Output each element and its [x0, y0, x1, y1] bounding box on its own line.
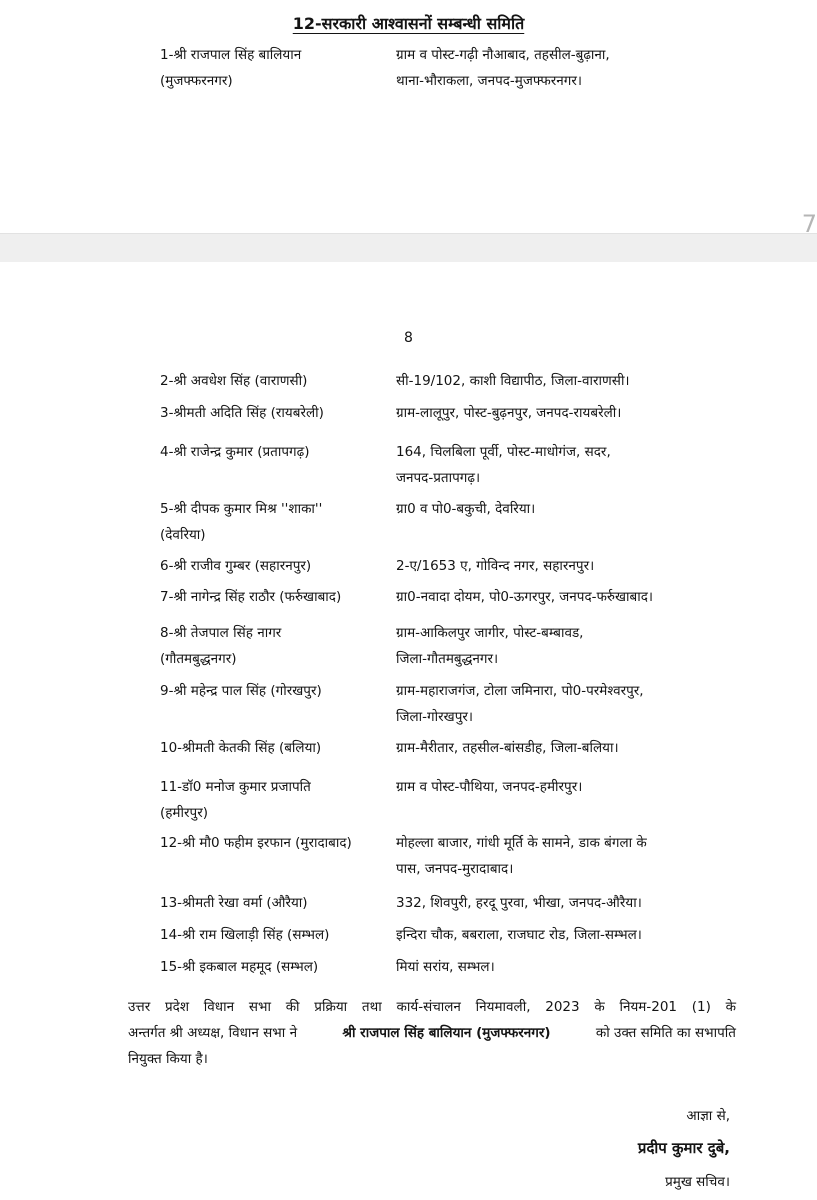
member-address: मियां सरांय, सम्भल।	[396, 959, 495, 975]
paragraph-line-1: उत्तर प्रदेश विधान सभा की प्रक्रिया तथा कार्य-संचालन नियमावली, 2023 के नियम-201 (1) के	[128, 999, 736, 1015]
member-address: इन्दिरा चौक, बबराला, राजघाट रोड, जिला-सम्भल।	[396, 927, 642, 943]
member-name: 11-डॉ0 मनोज कुमार प्रजापति (हमीरपुर)	[160, 779, 311, 821]
member-address: ग्राम व पोस्ट-गढ़ी नौआबाद, तहसील-बुढ़ाना, थाना-भौराकला, जनपद-मुजफ्फरनगर।	[396, 47, 610, 89]
member-name: 5-श्री दीपक कुमार मिश्र ''शाका'' (देवरिया)	[160, 501, 323, 543]
member-address: 164, चिलबिला पूर्वी, पोस्ट-माधोगंज, सदर, जनपद-प्रतापगढ़।	[396, 444, 611, 486]
member-name: 13-श्रीमती रेखा वर्मा (औरैया)	[160, 895, 308, 911]
member-address: मोहल्ला बाजार, गांधी मूर्ति के सामने, डाक बंगला के पास, जनपद-मुरादाबाद।	[396, 835, 647, 877]
committee-title: 12-सरकारी आश्वासनों सम्बन्धी समिति	[292, 14, 525, 33]
member-name: 14-श्री राम खिलाड़ी सिंह (सम्भल)	[160, 927, 330, 943]
signature-designation: प्रमुख सचिव।	[665, 1174, 730, 1190]
member-address: ग्राम व पोस्ट-पौथिया, जनपद-हमीरपुर।	[396, 779, 583, 795]
member-address: ग्राम-मैरीतार, तहसील-बांसडीह, जिला-बलिया।	[396, 740, 619, 756]
page-number-7: 7	[801, 210, 817, 233]
page-7	[0, 0, 817, 233]
member-name: 7-श्री नागेन्द्र सिंह राठौर (फर्रुखाबाद)	[160, 589, 342, 605]
page-gap	[0, 233, 817, 263]
member-address: ग्राम-लालूपुर, पोस्ट-बुढ़नपुर, जनपद-रायबरेली।	[396, 405, 622, 421]
appointment-paragraph	[128, 994, 736, 1072]
paragraph-line-3: नियुक्त किया है।	[128, 1051, 208, 1067]
member-address: ग्रा0 व पो0-बकुची, देवरिया।	[396, 501, 536, 517]
paragraph-line-2: अन्तर्गत श्री अध्यक्ष, विधान सभा ने श्री राजपाल सिंह बालियान (मुजफ्फरनगर) को उक्त समिति का सभापति	[128, 1020, 736, 1046]
signature-name: प्रदीप कुमार दुबे,	[637, 1139, 730, 1157]
member-address: 2-ए/1653 ए, गोविन्द नगर, सहारनपुर।	[396, 558, 595, 574]
member-address: ग्रा0-नवादा दोयम, पो0-ऊगरपुर, जनपद-फर्रुखाबाद।	[396, 589, 654, 605]
member-name: 8-श्री तेजपाल सिंह नागर (गौतमबुद्धनगर)	[160, 625, 282, 667]
member-name: 2-श्री अवधेश सिंह (वाराणसी)	[160, 373, 308, 389]
member-name: 1-श्री राजपाल सिंह बालियान (मुजफ्फरनगर)	[160, 47, 302, 89]
member-name: 3-श्रीमती अदिति सिंह (रायबरेली)	[160, 405, 324, 421]
chairman-name: श्री राजपाल सिंह बालियान (मुजफ्फरनगर)	[342, 1025, 551, 1041]
member-name: 6-श्री राजीव गुम्बर (सहारनपुर)	[160, 558, 312, 574]
member-name: 10-श्रीमती केतकी सिंह (बलिया)	[160, 740, 322, 756]
member-name: 9-श्री महेन्द्र पाल सिंह (गोरखपुर)	[160, 683, 322, 699]
member-name: 12-श्री मौ0 फहीम इरफान (मुरादाबाद)	[160, 835, 352, 851]
member-name: 15-श्री इकबाल महमूद (सम्भल)	[160, 959, 319, 975]
page-number-8: 8	[404, 330, 413, 346]
member-address: सी-19/102, काशी विद्यापीठ, जिला-वाराणसी।	[396, 373, 630, 389]
page-8	[0, 262, 817, 1200]
member-address: ग्राम-आकिलपुर जागीर, पोस्ट-बम्बावड, जिला-गौतमबुद्धनगर।	[396, 625, 584, 667]
member-address: ग्राम-महाराजगंज, टोला जमिनारा, पो0-परमेश्वरपुर, जिला-गोरखपुर।	[396, 683, 644, 725]
member-name: 4-श्री राजेन्द्र कुमार (प्रतापगढ़)	[160, 444, 310, 460]
signature-order: आज्ञा से,	[686, 1108, 730, 1124]
member-address: 332, शिवपुरी, हरदू पुरवा, भीखा, जनपद-औरैया।	[396, 895, 642, 911]
